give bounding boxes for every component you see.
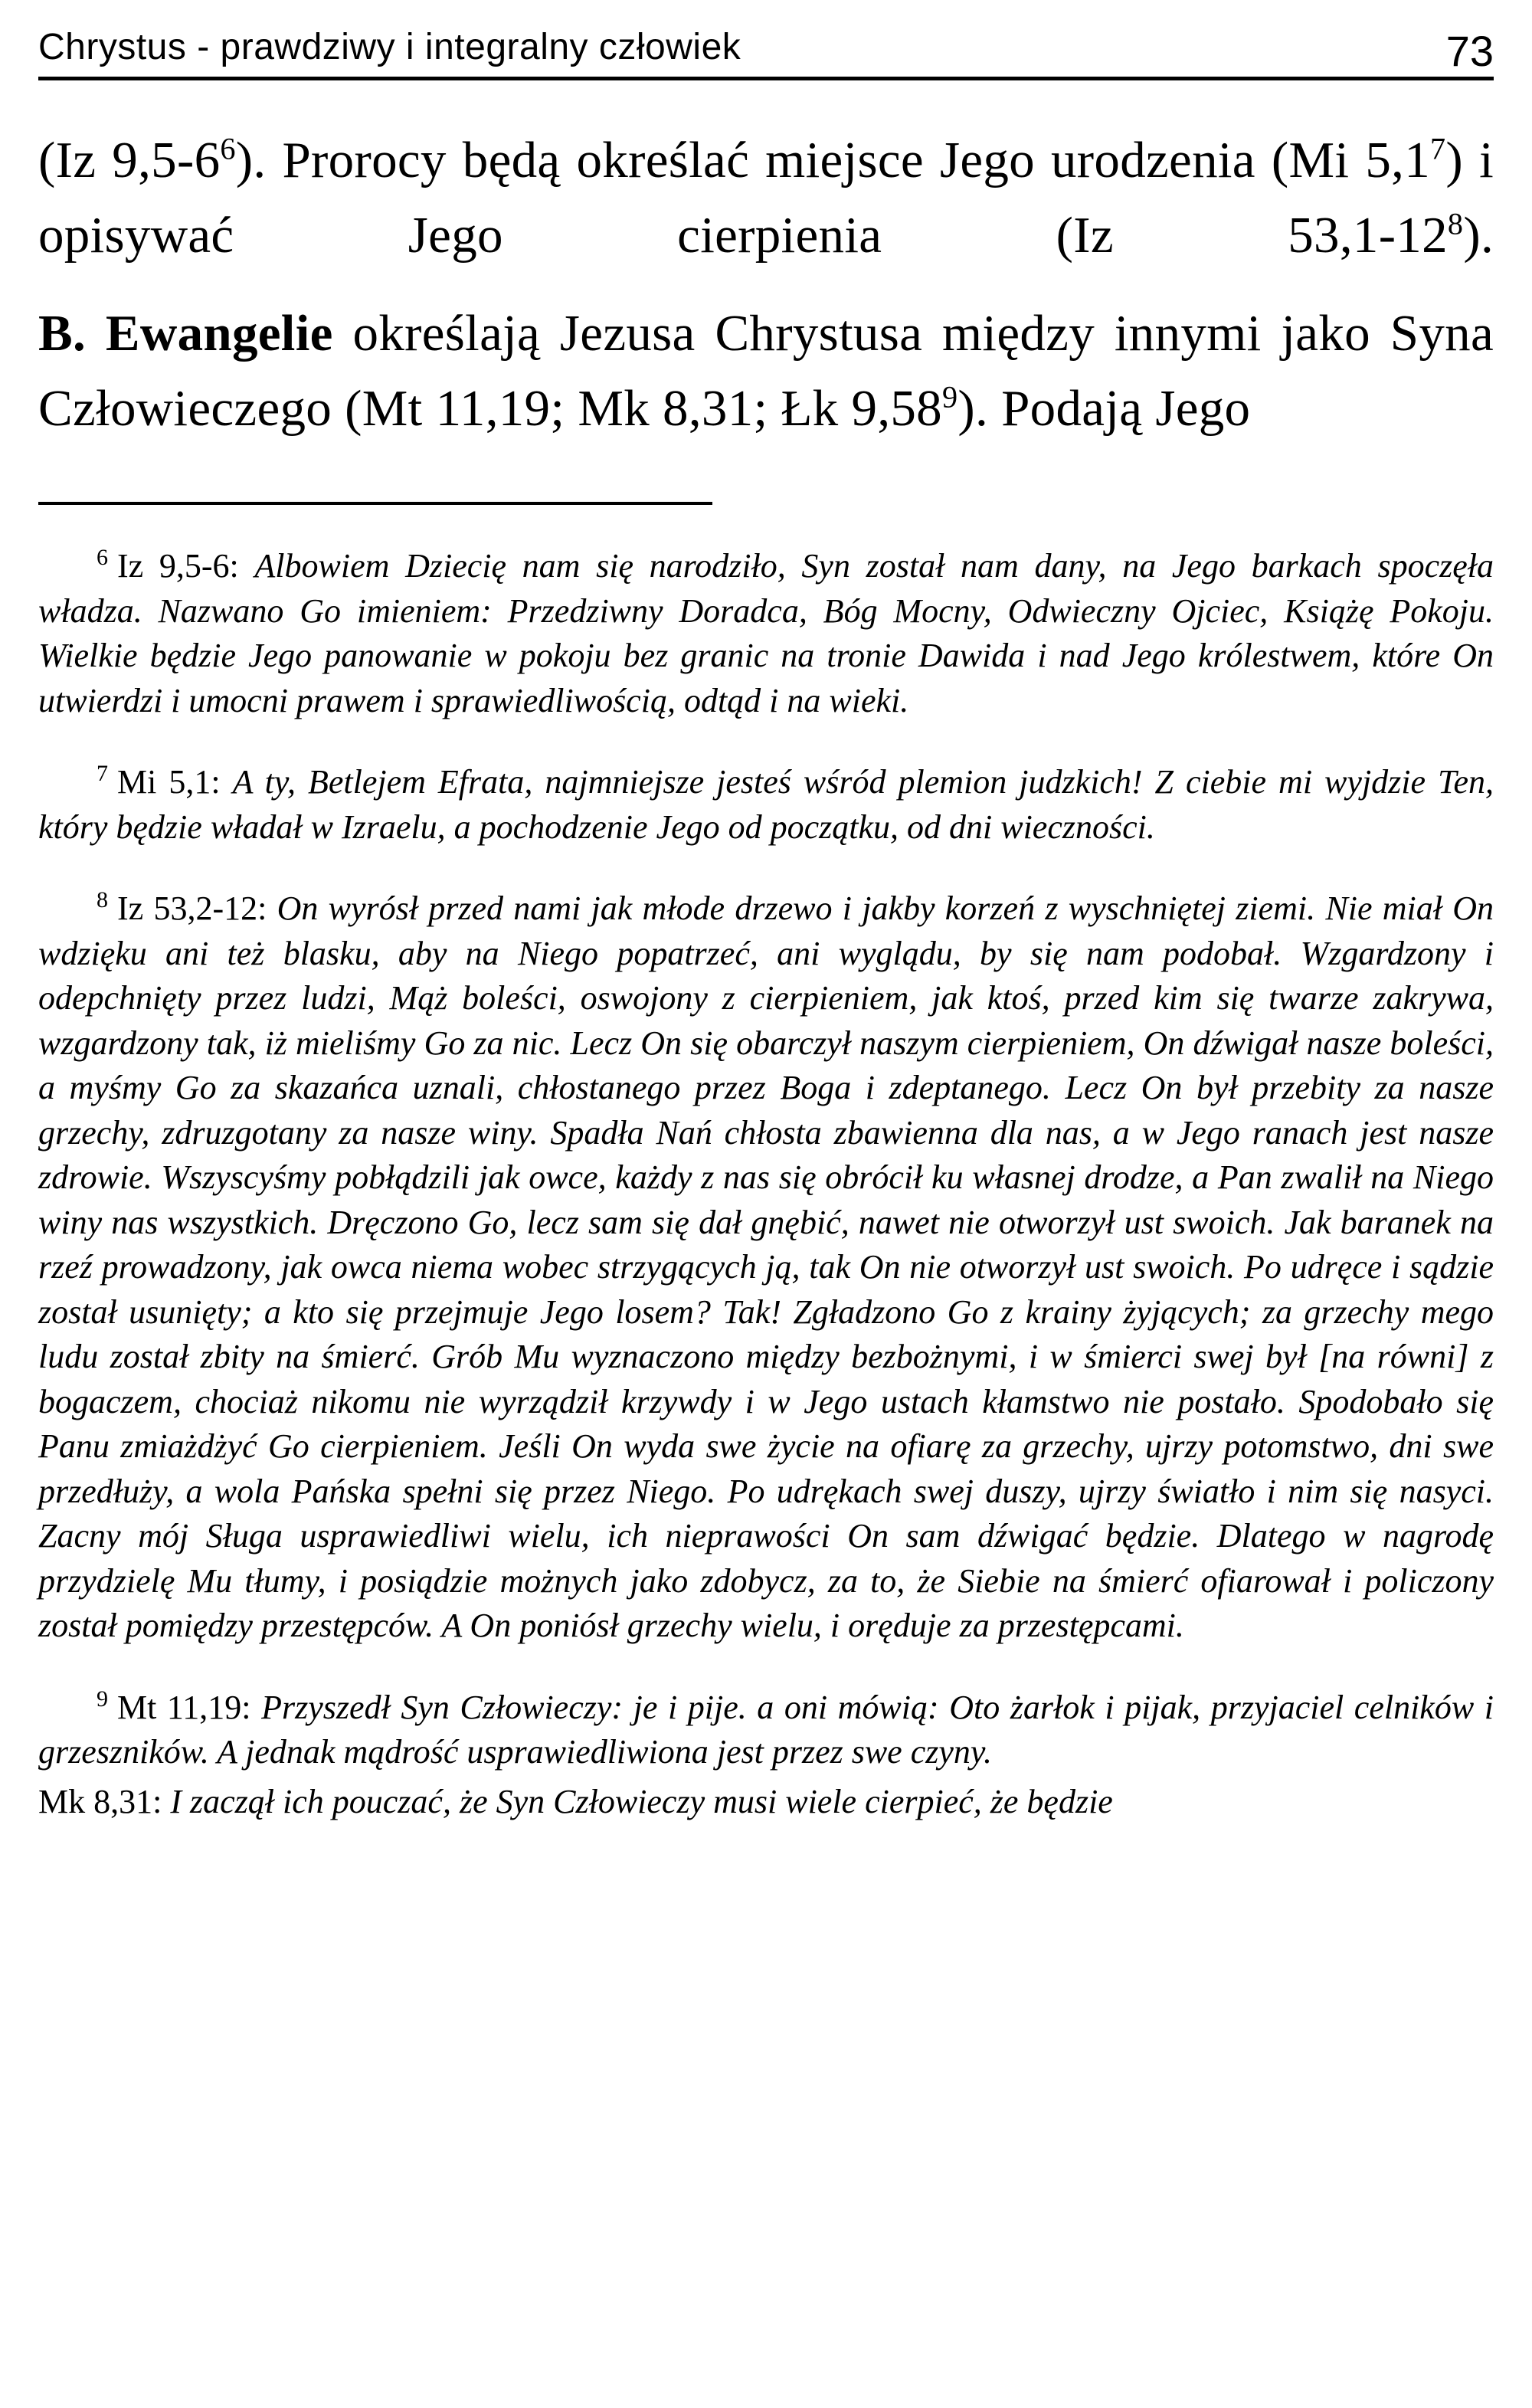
text-run: ) i opisywać Jego cierpienia (Iz 53,1-12 — [38, 132, 1494, 264]
footnote-number: 7 — [97, 761, 108, 787]
footnote-number: 8 — [97, 887, 108, 913]
page-number: 73 — [1445, 27, 1494, 75]
footnote-reference: Mi 5,1: — [117, 763, 233, 801]
footnote — [38, 1686, 1494, 1775]
footnote-text: Przyszedł Syn Człowieczy: je i pije. a oni mówią: Oto żarłok i pijak, przyjaciel celników i grzeszników. A jednak mądrość usprawiedliwiona jest przez swe czyny. — [38, 1688, 1494, 1771]
paragraph-2 — [38, 296, 1494, 446]
footnote-marker: 6 — [220, 131, 236, 166]
text-run: ). Podają Jego — [958, 380, 1251, 437]
footnote-reference: Iz 9,5-6: — [117, 547, 255, 585]
footnote-separator — [38, 502, 712, 505]
footnotes — [38, 544, 1494, 1824]
section-keyword: Ewangelie — [105, 305, 333, 362]
footnote — [38, 886, 1494, 1649]
footnote-number: 9 — [97, 1686, 108, 1712]
paragraph-1 — [38, 123, 1494, 273]
footnote-reference: Iz 53,2-12: — [117, 889, 277, 927]
footnote-text: Albowiem Dziecię nam się narodziło, Syn został nam dany, na Jego barkach spoczęła władza. Nazwano Go imieniem: Przedziwny Doradca, Bóg Mocny, Odwieczny Ojciec, Książę Pokoju. Wielkie będzie Jego panowanie w pokoju bez granic na tronie Dawida i nad Jego królestwem, które On utwierdzi i umocni prawem i sprawiedliwością, odtąd i na wieki. — [38, 547, 1494, 719]
footnote-marker: 8 — [1447, 206, 1464, 241]
footnote-reference: Mk 8,31: — [38, 1782, 171, 1820]
page-header — [38, 15, 1494, 80]
footnote-text: I zaczął ich pouczać, że Syn Człowieczy musi wiele cierpieć, że będzie — [170, 1782, 1113, 1820]
text-run: (Iz 9,5-6 — [38, 132, 221, 188]
footnote — [38, 760, 1494, 850]
footnote-marker: 9 — [942, 379, 958, 414]
section-label: B. — [38, 305, 87, 362]
footnote — [38, 544, 1494, 723]
footnote-text: A ty, Betlejem Efrata, najmniejsze jesteś wśród plemion judzkich! Z ciebie mi wyjdzie Ten, który będzie władał w Izraelu, a pochodzenie Jego od początku, od dni wieczności. — [38, 763, 1494, 846]
text-run: określają Jezusa Chrystusa między innymi jako Syna Człowieczego (Mt 11,19; Mk 8,31; Łk 9,58 — [38, 305, 1494, 437]
main-text — [38, 123, 1494, 446]
text-run: ). Prorocy będą określać miejsce Jego urodzenia (Mi 5,1 — [235, 132, 1430, 188]
running-head: Chrystus - prawdziwy i integralny człowiek — [38, 27, 741, 67]
footnote-text: On wyrósł przed nami jak młode drzewo i jakby korzeń z wyschniętej ziemi. Nie miał On wdzięku ani też blasku, aby na Niego popatrzeć, ani wyglądu, by się nam podobał. Wzgardzony i odepchnięty przez ludzi, Mąż boleści, oswojony z cierpieniem, jak ktoś, przed kim się twarze zakrywa, wzgardzony tak, iż mieliśmy Go za nic. Lecz On się obarczył naszym cierpieniem, On dźwigał nasze boleści, a myśmy Go za skazańca uznali, chłostanego przez Boga i zdeptanego. Lecz On był przebity za nasze grzechy, zdruzgotany za nasze winy. Spadła Nań chłosta zbawienna dla nas, a w Jego ranach jest nasze zdrowie. Wszyscyśmy pobłądzili jak owce, każdy z nas się obrócił ku własnej drodze, a Pan zwalił na Niego winy nas wszystkich. Dręczono Go, lecz sam się dał gnębić, nawet nie otworzył ust swoich. Jak baranek na rzeź prowadzony, jak owca niema wobec strzygących ją, tak On nie otworzył ust swoich. Po udręce i sądzie został usunięty; a kto się przejmuje Jego losem? Tak! Zgładzono Go z krainy żyjących; za grzechy mego ludu został zbity na śmierć. Grób Mu wyznaczono między bezbożnymi, i w śmierci swej był [na równi] z bogaczem, chociaż nikomu nie wyrządził krzywdy i w Jego ustach kłamstwo nie postało. Spodobało się Panu zmiażdżyć Go cierpieniem. Jeśli On wyda swe życie na ofiarę za grzechy, ujrzy potomstwo, dni swe przedłuży, a wola Pańska spełni się przez Niego. Po udrękach swej duszy, ujrzy światło i nim się nasyci. Zacny mój Sługa usprawiedliwi wielu, ich nieprawości On sam dźwigać będzie. Dlatego w nagrodę przydzielę Mu tłumy, i posiądzie możnych jako zdobycz, za to, że Siebie na śmierć ofiarował i policzony został pomiędzy przestępców. A On poniósł grzechy wielu, i oręduje za przestępcami. — [38, 889, 1494, 1644]
footnote-reference: Mt 11,19: — [117, 1688, 262, 1726]
footnote-marker: 7 — [1430, 131, 1446, 166]
text-run: ). — [1463, 207, 1494, 264]
footnote-number: 6 — [97, 545, 108, 571]
footnote-continuation — [38, 1780, 1494, 1825]
